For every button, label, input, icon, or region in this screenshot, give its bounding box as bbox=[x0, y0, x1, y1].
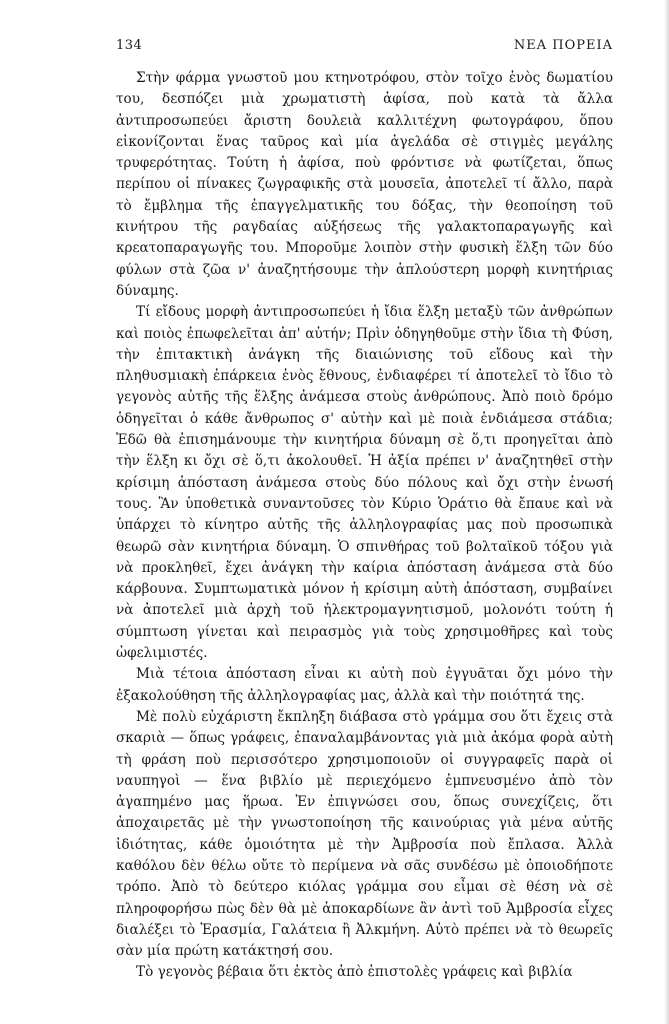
paragraph: Τὸ γεγονὸς βέβαια ὅτι ἐκτὸς ἀπὸ ἐπιστολὲς γράφεις καὶ βιβλία bbox=[136, 964, 573, 981]
paragraph: Μιὰ τέτοια ἀπόσταση εἶναι κι αὐτὴ ποὺ ἐγγυᾶται ὄχι μόνο τὴν ἐξακολούθηση τῆς ἀλληλογραφίας μας, ἀλλὰ καὶ τὴν ποιότητά της. bbox=[116, 666, 613, 704]
paragraph: Τί εἴδους μορφὴ ἀντιπροσωπεύει ἡ ἴδια ἕλξη μεταξὺ τῶν ἀνθρώπων καὶ ποιὸς ἐπωφελεῖται ἀπ' αὐτήν; Πρὶν ὁδηγηθοῦμε στὴν ἴδια τὴ Φύση, τὴν ἐπιτακτικὴ ἀνάγκη τῆς διαιώνισης τοῦ εἴδους καὶ τὴν πληθυσμιακὴ ἐπάρκεια ἑνὸς ἔθνους, ἐνδιαφέρει τί ἀποτελεῖ τὸ ἴδιο τὸ γεγονὸς αὐτῆς τῆς ἕλξης ἀνάμεσα στοὺς ἀνθρώπους. Ἀπὸ ποιὸ δρόμο ὁδηγεῖται ὁ κάθε ἄνθρωπος σ' αὐτὴν καὶ μὲ ποιὰ ἐνδιάμεσα στάδια; Ἐδῶ θὰ ἐπισημάνουμε τὴν κινητήρια δύναμη σὲ ὅ,τι προηγεῖται ἀπὸ τὴν ἕλξη κι ὄχι σὲ ὅ,τι ἀκολουθεῖ. Ἡ ἀξία πρέπει ν' ἀναζητηθεῖ στὴν κρίσιμη ἀπόσταση ἀνάμεσα στοὺς δύο πόλους καὶ ὄχι στὴν ἑνωσή τους. Ἂν ὑποθετικὰ συναντοῦσες τὸν Κύριο Ὁράτιο θὰ ἔπαυε καὶ νὰ ὑπάρχει τὸ κίνητρο αὐτῆς τῆς ἀλληλογραφίας μας ποὺ προσωπικὰ θεωρῶ σὰν κινητήρια δύναμη. Ὁ σπινθήρας τοῦ βολταϊκοῦ τόξου γιὰ νὰ προκληθεῖ, ἔχει ἀνάγκη τὴν καίρια ἀπόσταση ἀνάμεσα στὰ δύο κάρβουνα. Συμπτωματικὰ μόνον ἡ κρίσιμη αὐτὴ ἀπόσταση, συμβαίνει νὰ ἀποτελεῖ μιὰ ἀρχὴ τοῦ ἠλεκτρομαγνητισμοῦ, μολονότι τούτη ἡ σύμπτωση γίνεται καὶ πειρασμὸς γιὰ τοὺς χρησιμοθῆρες καὶ τοὺς ὠφελιμιστές. bbox=[116, 304, 613, 662]
paragraph: Στὴν φάρμα γνωστοῦ μου κτηνοτρόφου, στὸν τοῖχο ἑνὸς δωματίου του, δεσπόζει μιὰ χρωματιστὴ ἀφίσα, ποὺ κατὰ τὰ ἄλλα ἀντιπροσωπεύει ἄριστη δουλειὰ καλλιτέχνη φωτογράφου, ὅπου εἰκονίζονται ἕνας ταῦρος καὶ μία ἀγελάδα σὲ στιγμὲς μεγάλης τρυφερότητας. Τούτη ἡ ἀφίσα, ποὺ φρόντισε νὰ φωτίζεται, ὅπως περίπου οἱ πίνακες ζωγραφικῆς στὰ μουσεῖα, ἀποτελεῖ τί ἄλλο, παρὰ τὸ ἔμβλημα τῆς ἐπαγγελματικῆς του δόξας, τὴν θεοποίηση τοῦ κινήτρου τῆς ραγδαίας αὐξήσεως τῆς γαλακτοπαραγωγῆς καὶ κρεατοπαραγωγῆς του. Μποροῦμε λοιπὸν στὴν φυσικὴ ἕλξη τῶν δύο φύλων στὰ ζῶα ν' ἀναζητήσουμε τὴν ἁπλούστερη μορφὴ κινητήριας δύναμης. bbox=[116, 70, 613, 299]
page-header bbox=[116, 38, 613, 58]
running-title: ΝΕΑ ΠΟΡΕΙΑ bbox=[513, 38, 613, 53]
body-text bbox=[116, 68, 613, 984]
page-edge-shadow bbox=[664, 0, 669, 1024]
paragraph: Μὲ πολὺ εὐχάριστη ἔκπληξη διάβασα στὸ γράμμα σου ὅτι ἔχεις στὰ σκαριὰ — ὅπως γράφεις, ἐπαναλαμβάνοντας γιὰ μιὰ ἀκόμα φορὰ αὐτὴ τὴ φράση ποὺ περισσότερο χρησιμοποιοῦν οἱ συγγραφεῖς παρὰ οἱ ναυπηγοὶ — ἕνα βιβλίο μὲ περιεχόμενο ἐμπνευσμένο ἀπὸ τὸν ἀγαπημένο μας ἥρωα. Ἐν ἐπιγνώσει σου, ὅπως συνεχίζεις, ὅτι ἀποχαιρετᾶς μὲ τὴν γνωστοποίηση τῆς καινούριας γιὰ μένα αὐτῆς ἰδιότητας, κάθε ὁμοιότητα μὲ τὴν Ἀμβροσία ποὺ ἔπλασα. Ἀλλὰ καθόλου δὲν θέλω οὔτε τὸ περίμενα νὰ σᾶς συνδέσω μὲ ὁποιοδήποτε τρόπο. Ἀπὸ τὸ δεύτερο κιόλας γράμμα σου εἶμαι σὲ θέση νὰ σὲ πληροφορήσω πὼς δὲν θὰ μὲ ἀποκαρδίωνε ἂν ἀντὶ τοῦ Ἀμβροσία εἶχες διαλέξει τὸ Ἐρασμία, Γαλάτεια ἢ Ἀλκμήνη. Αὐτὸ πρέπει νὰ τὸ θεωρεῖς σὰν μία πρώτη κατάκτησή σου. bbox=[116, 708, 613, 960]
page-number: 134 bbox=[116, 38, 143, 53]
